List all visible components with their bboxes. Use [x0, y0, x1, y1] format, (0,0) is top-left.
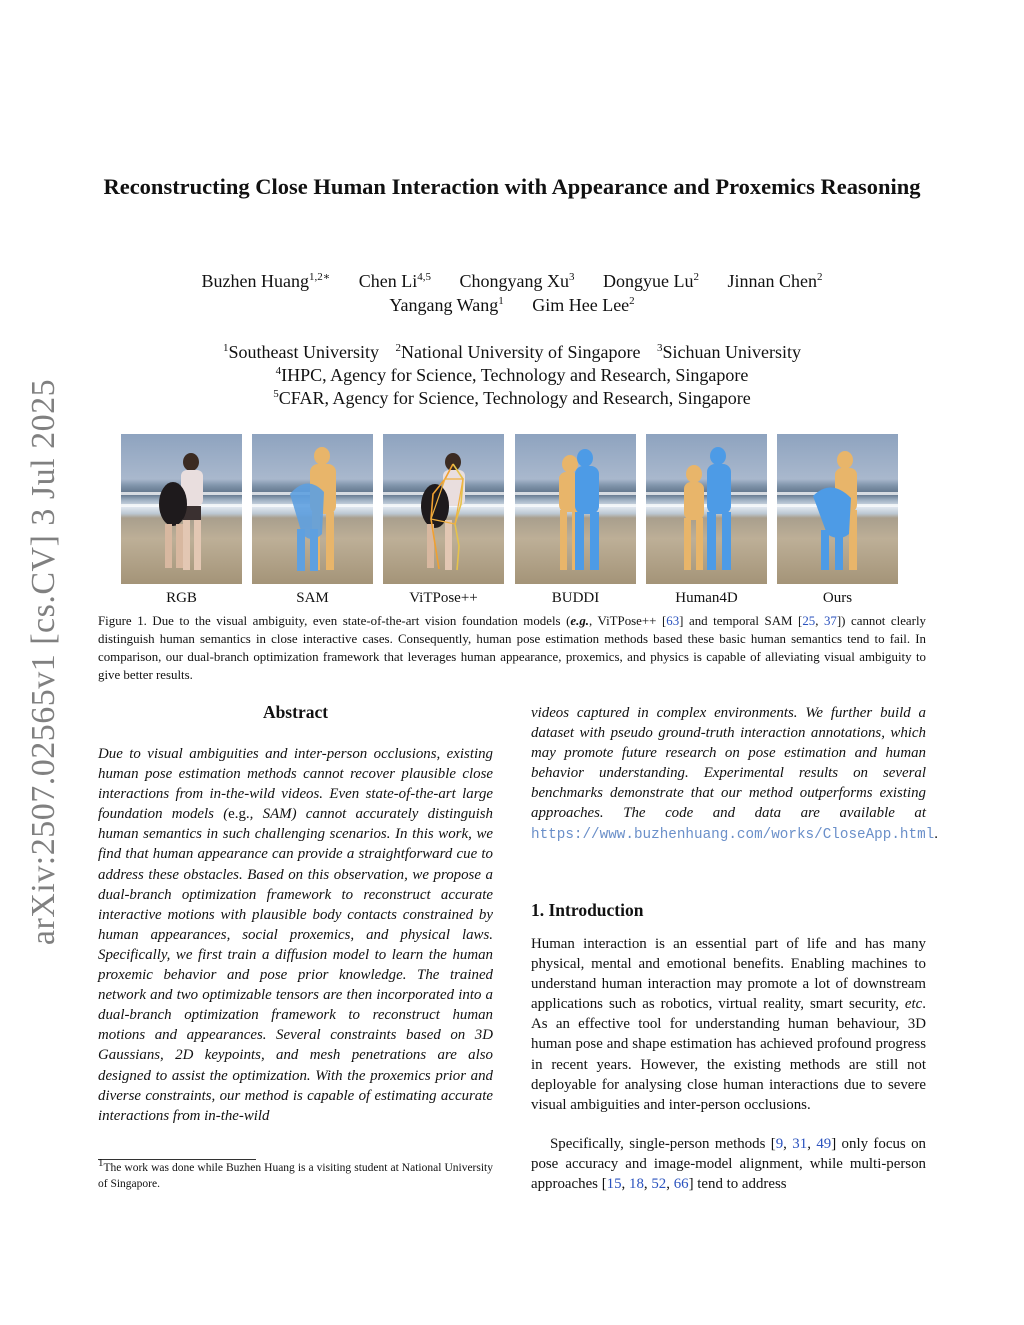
author-list-line1	[100, 270, 924, 293]
citation-link[interactable]: 49	[816, 1136, 832, 1152]
author: Chen Li$^{4,5}$	[358, 271, 431, 291]
author: Chongyang Xu$^3$	[459, 271, 575, 291]
panel-label: ViTPose++	[409, 590, 478, 606]
abstract-text-right: videos captured in complex environments. We further build a dataset with pseudo ground-truth interaction annotations, which may promote future research on pose estimation and human behavior understanding. Experimental results on several benchmarks demonstrate that our method outperforms existing approaches. The code and data are available at https://www.buzhenhuang.com/works/CloseApp.html.	[531, 705, 938, 843]
panel-label: BUDDI	[551, 590, 600, 606]
citation-link[interactable]: 18	[629, 1176, 644, 1193]
citation-link[interactable]: 9	[775, 1136, 784, 1152]
human4d-mesh-image	[646, 434, 767, 584]
section-heading-introduction: 1. Introduction	[531, 900, 644, 920]
ours-mesh-image	[777, 434, 898, 584]
figure-panel-buddi	[515, 434, 636, 584]
panel-label: SAM	[296, 590, 329, 606]
buddi-mesh-image	[515, 434, 636, 584]
photo-people-image	[121, 434, 242, 584]
author: Buzhen Huang$^{1,2∗}$	[201, 271, 331, 291]
sam-mask-image	[252, 434, 373, 584]
affiliations-line2: $^4$IHPC, Agency for Science, Technology and Research, Singapore	[275, 365, 749, 385]
figure-panel-human4d	[646, 434, 767, 584]
affiliations-line3: $^5$CFAR, Agency for Science, Technology and Research, Singapore	[273, 388, 751, 408]
abstract-heading: Abstract	[262, 702, 329, 722]
figure-caption: Figure 1. Due to the visual ambiguity, even state-of-the-art vision foundation models (e.g., ViTPose++ [63] and temporal SAM [25, 37]) cannot clearly distinguish human semantics in close interactive cases. Consequently, human pose estimation methods based these basic human semantics tend to fail. In comparison, our dual-branch optimization framework that leverages human appearance, proxemics, and physics is capable of alleviating visual ambiguity to give better results.	[98, 614, 926, 682]
author: Gim Hee Lee$^2$	[532, 295, 635, 315]
citation-link[interactable]: 37	[823, 614, 837, 628]
citation-link[interactable]: 31	[792, 1136, 808, 1152]
footnote-divider	[98, 1159, 256, 1160]
citation-link[interactable]: 63	[666, 614, 680, 628]
citation-link[interactable]: 15	[606, 1176, 622, 1193]
panel-label: Ours	[822, 590, 853, 606]
author: Dongyue Lu$^2$	[602, 271, 699, 291]
abstract-text-left: Due to visual ambiguities and inter-person occlusions, existing human pose estimation methods cannot recover plausible close interactions from in-the-wild videos. Even state-of-the-art large foundation models (e.g., SAM) cannot accurately distinguish human semantics in such challenging scenarios. In this work, we find that human appearance can provide a straightforward cue to address these obstacles. Based on this observation, we propose a dual-branch optimization framework to reconstruct accurate interactive motions with plausible body contacts constrained by human appearances, social proxemics, and physical laws. Specifically, we first train a diffusion model to learn the human proxemic behavior and pose prior knowledge. The trained network and two optimizable tensors are then incorporated into a dual-branch optimization framework to reconstruct human motions and appearances. Several constraints based on 3D Gaussians, 2D keypoints, and mesh penetrations are also designed to assist the optimization. With the proxemics prior and diverse constraints, our method is capable of estimating accurate interactions from in-the-wild	[98, 746, 493, 1124]
author: Yangang Wang$^1$	[389, 295, 504, 315]
figure-panel-ours	[777, 434, 898, 584]
figure-panel-vitpose	[383, 434, 504, 584]
panel-label: RGB	[166, 590, 197, 606]
affiliations-line1: $^1$Southeast University $^2$National University of Singapore $^3$Sichuan University	[223, 342, 801, 362]
citation-link[interactable]: 25	[802, 614, 816, 628]
citation-link[interactable]: 66	[673, 1176, 689, 1193]
introduction-paragraph: Human interaction is an essential part of life and has many physical, mental and emotional benefits. Enabling machines to understand human interaction may promote a lot of downstream applications such as robotics, virtual reality, smart security, etc. As an effective tool for understanding human behaviour, 3D human pose and shape estimation has achieved profound progress in recent years. However, the existing methods are still not deployable for analysing close human interactions due to severe visual ambiguities and inter-person occlusions.	[531, 936, 926, 1113]
figure-panel-sam	[252, 434, 373, 584]
figure-panel-rgb	[121, 434, 242, 584]
author: Jinnan Chen$^2$	[727, 271, 823, 291]
footnote: $^1$The work was done while Buzhen Huang is a visiting student at National University of Singapore.	[98, 1157, 493, 1190]
panel-label: Human4D	[675, 590, 738, 606]
author-list-line2	[100, 294, 924, 317]
introduction-paragraph: Specifically, single-person methods [9, 31, 49] only focus on pose accuracy and image-model alignment, while multi-person approaches [15, 18, 52, 66] tend to address	[531, 1136, 926, 1193]
vitpose-skeleton-image	[383, 434, 504, 584]
project-url-link[interactable]: https://www.buzhenhuang.com/works/CloseApp.html	[531, 826, 935, 843]
citation-link[interactable]: 52	[651, 1176, 667, 1193]
arxiv-identifier: arXiv:2507.02565v1 [cs.CV] 3 Jul 2025	[25, 378, 62, 946]
paper-title: Reconstructing Close Human Interaction with Appearance and Proxemics Reasoning	[103, 174, 921, 199]
